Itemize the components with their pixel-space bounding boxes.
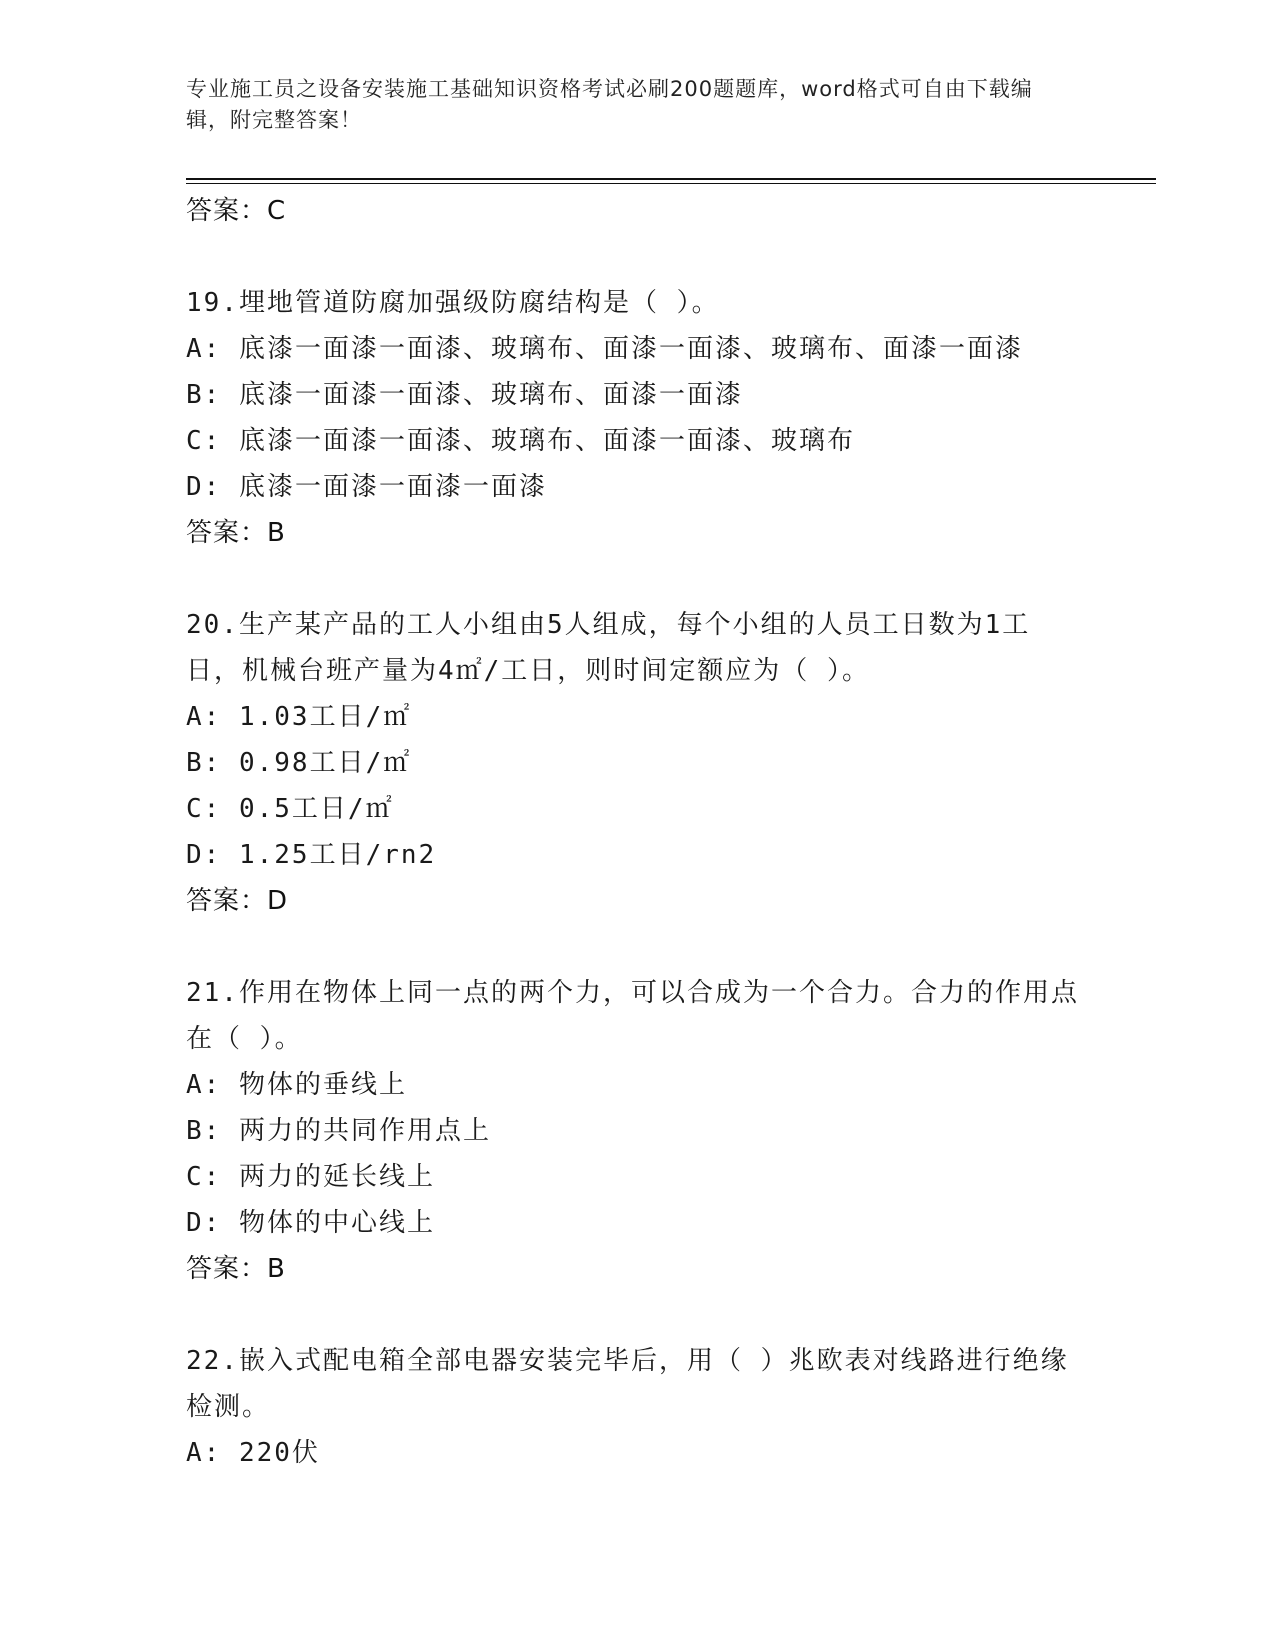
question-list <box>186 188 1086 1476</box>
question-20 <box>186 602 1086 924</box>
option-d: D: 1.25工日/rn2 <box>186 840 437 870</box>
question-stem: 19.埋地管道防腐加强级防腐结构是（ ）。 <box>186 288 720 318</box>
option-c: C: 0.5工日/㎡ <box>186 794 394 824</box>
option-c: C: 两力的延长线上 <box>186 1162 435 1192</box>
answer-line: 答案：B <box>186 518 286 548</box>
page-header: 专业施工员之设备安装施工基础知识资格考试必刷200题题库，word格式可自由下载编辑，附完整答案！ <box>186 77 1033 132</box>
option-b: B: 0.98工日/㎡ <box>186 748 412 778</box>
spacer <box>186 1292 1086 1338</box>
question-stem: 22.嵌入式配电箱全部电器安装完毕后，用（ ）兆欧表对线路进行绝缘检测。 <box>186 1346 1069 1422</box>
option-a: A: 1.03工日/㎡ <box>186 702 412 732</box>
header-divider <box>186 178 1156 180</box>
answer-line: 答案：D <box>186 886 289 916</box>
option-d: D: 物体的中心线上 <box>186 1208 435 1238</box>
option-a: A: 物体的垂线上 <box>186 1070 407 1100</box>
option-d: D: 底漆一面漆一面漆一面漆 <box>186 472 547 502</box>
question-stem: 20.生产某产品的工人小组由5人组成，每个小组的人员工日数为1工日，机械台班产量为4㎡/工日，则时间定额应为（ ）。 <box>186 610 1031 686</box>
question-22 <box>186 1338 1086 1476</box>
option-b: B: 底漆一面漆一面漆、玻璃布、面漆一面漆 <box>186 380 743 410</box>
spacer <box>186 924 1086 970</box>
question-stem: 21.作用在物体上同一点的两个力，可以合成为一个合力。合力的作用点在（ ）。 <box>186 978 1079 1054</box>
option-c: C: 底漆一面漆一面漆、玻璃布、面漆一面漆、玻璃布 <box>186 426 855 456</box>
previous-answer: 答案：C <box>186 196 287 226</box>
spacer <box>186 556 1086 602</box>
option-a: A: 220伏 <box>186 1438 320 1468</box>
option-b: B: 两力的共同作用点上 <box>186 1116 491 1146</box>
option-a: A: 底漆一面漆一面漆、玻璃布、面漆一面漆、玻璃布、面漆一面漆 <box>186 334 1023 364</box>
spacer <box>186 234 1086 280</box>
header-divider-thin <box>186 183 1156 184</box>
question-19 <box>186 280 1086 556</box>
question-21 <box>186 970 1086 1292</box>
answer-line: 答案：B <box>186 1254 286 1284</box>
